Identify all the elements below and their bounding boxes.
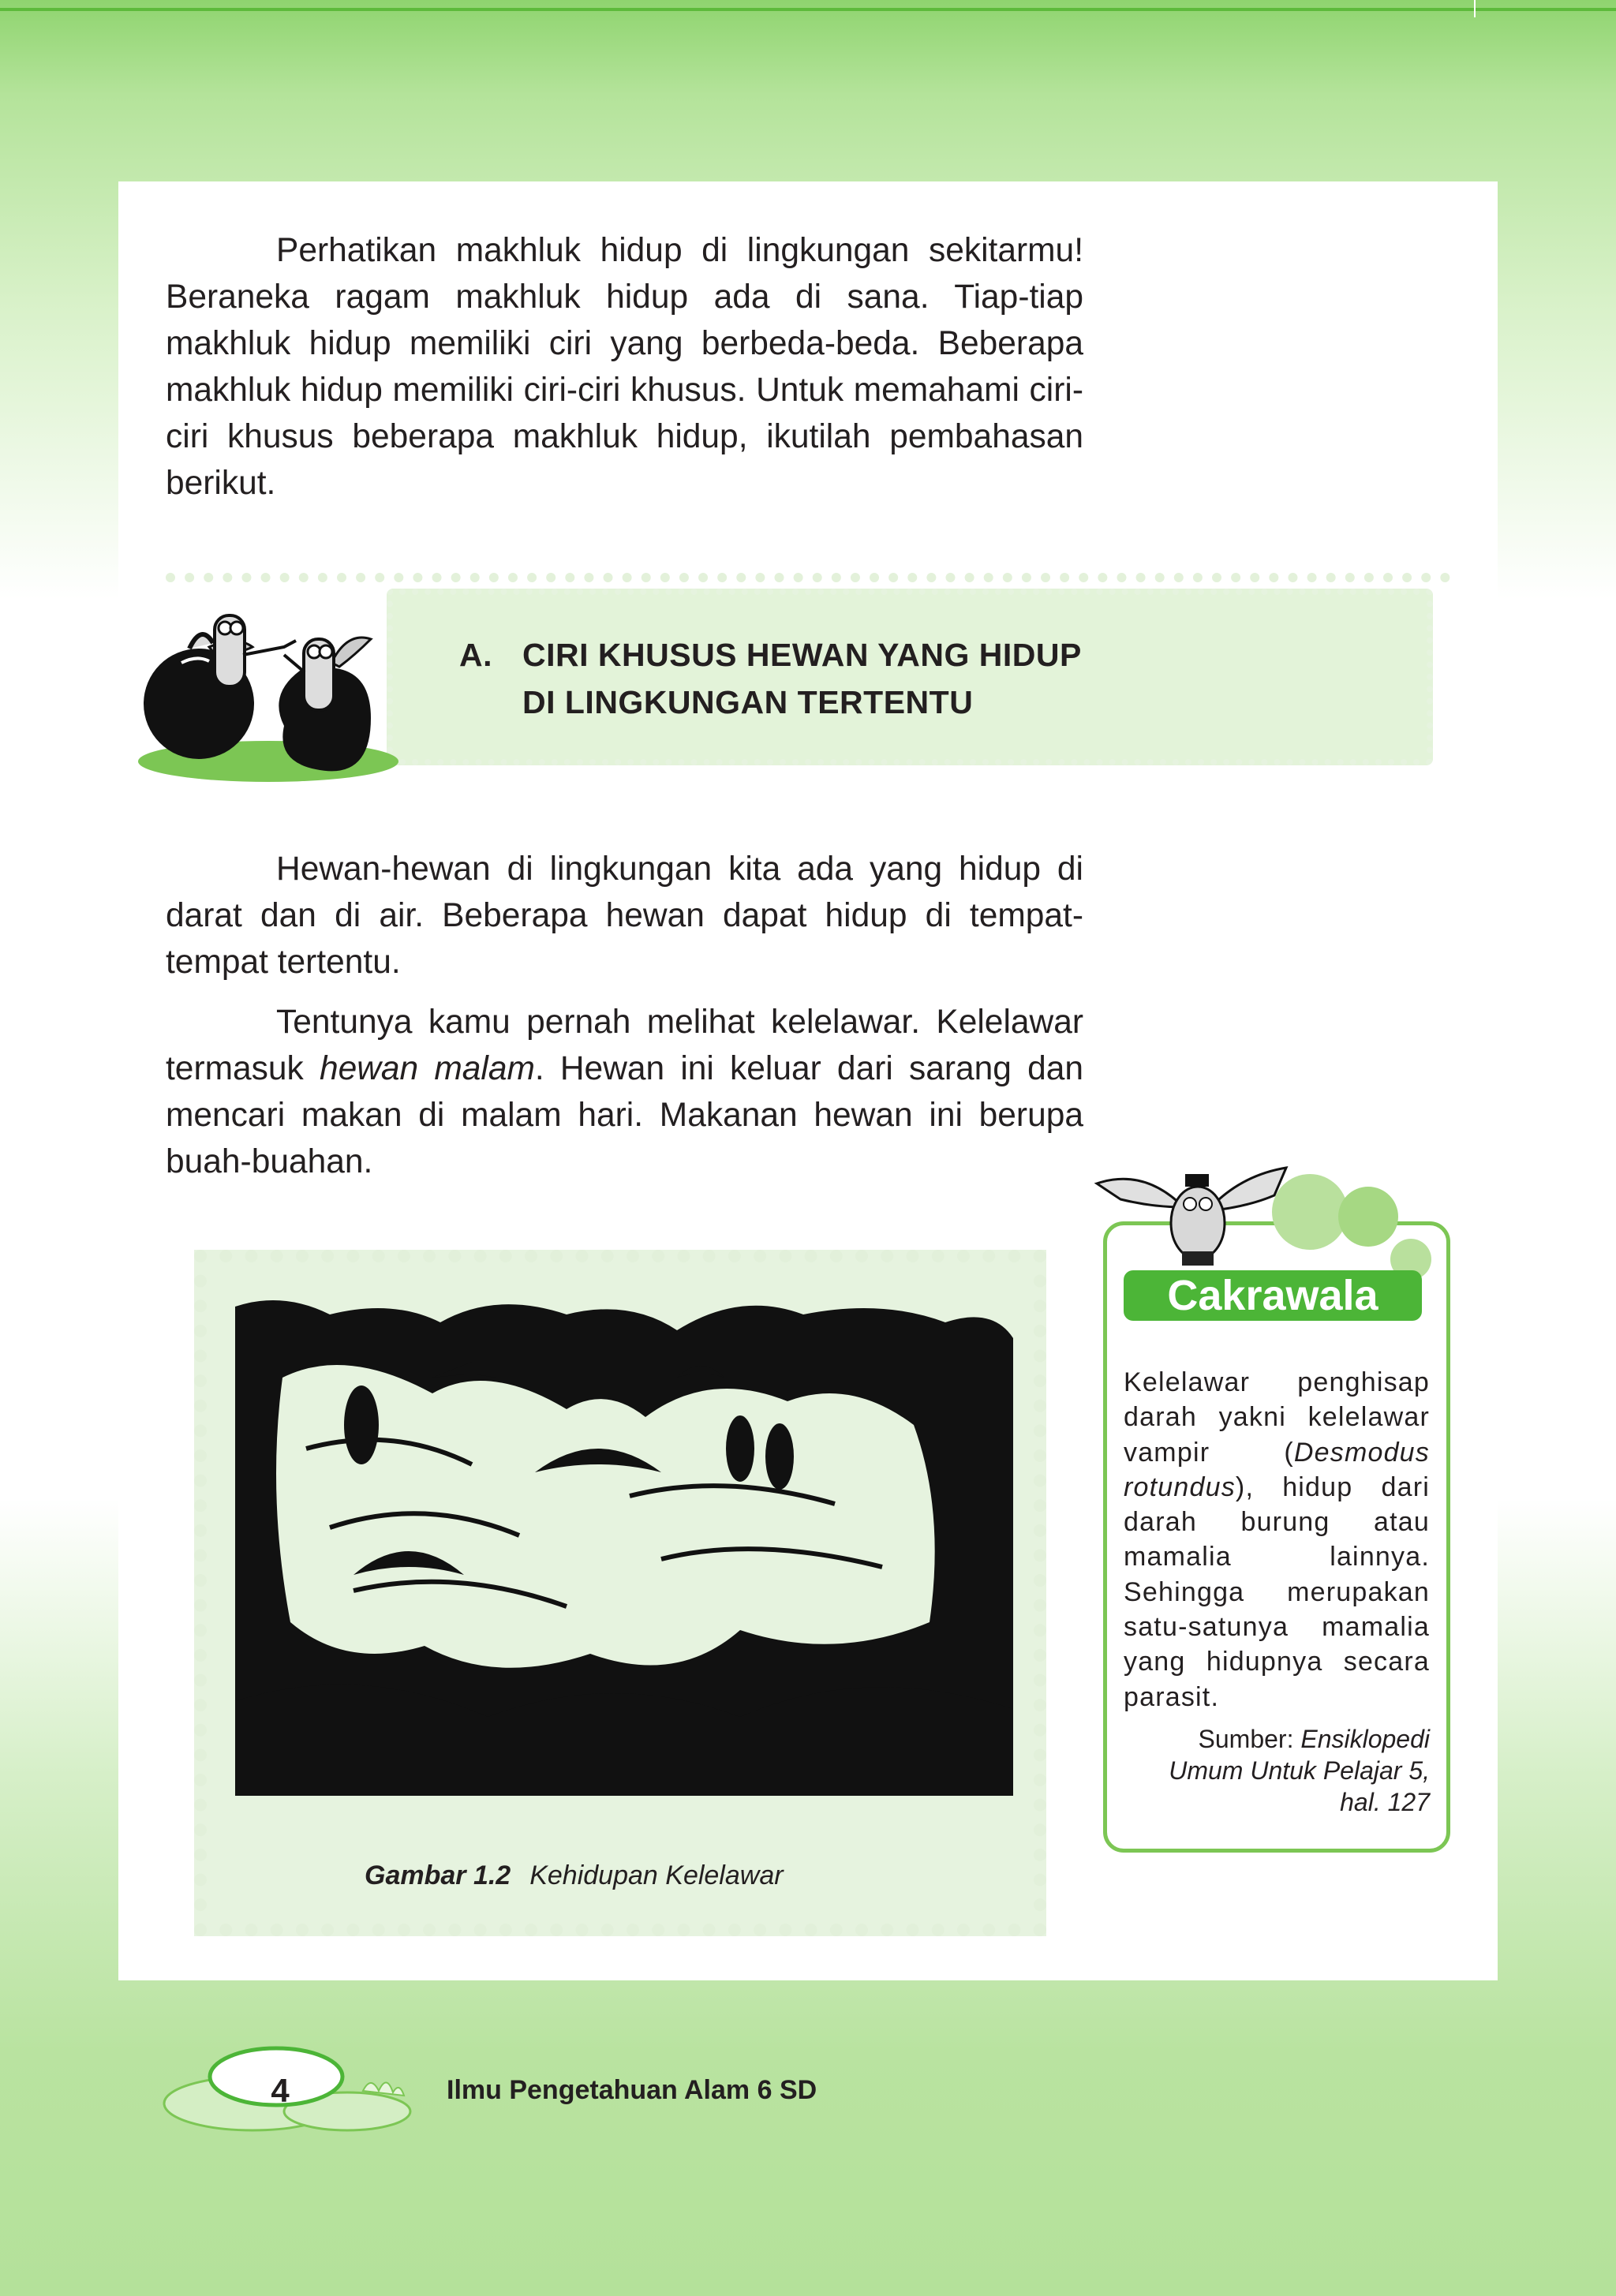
bat-cave-illustration bbox=[235, 1291, 1013, 1796]
section-number: A. bbox=[459, 637, 492, 673]
cakrawala-text-italic: Desmodus rotundus bbox=[1124, 1437, 1430, 1502]
cakrawala-source bbox=[1124, 1723, 1430, 1818]
figure-caption-text: Kehidupan Kelelawar bbox=[529, 1860, 784, 1890]
section-title bbox=[459, 631, 1082, 726]
owl-mascot-icon bbox=[1089, 1152, 1294, 1278]
top-border-line bbox=[0, 8, 1616, 11]
cakrawala-text bbox=[1124, 1365, 1430, 1715]
figure-label: Gambar 1.2 bbox=[365, 1860, 511, 1890]
section-title-line1: CIRI KHUSUS HEWAN YANG HIDUP bbox=[522, 637, 1082, 673]
figure-caption bbox=[365, 1860, 784, 1891]
intro-text: Perhatikan makhluk hidup di lingkungan sekitarmu! Beraneka ragam makhluk hidup ada di sana. Tiap-tiap makhluk hidup memiliki ciri yang berbeda-beda. Beberapa makhluk hidup memiliki ciri-ciri khusus. Untuk memahami ciri-ciri khusus beberapa makhluk hidup, ikutilah pembahasan berikut. bbox=[166, 232, 1083, 502]
body-paragraph-2-text-a: Tentunya kamu pernah melihat kelelawar. Kelelawar termasuk bbox=[166, 1004, 1083, 1087]
cakrawala-source-title: Ensiklopedi Umum Untuk Pelajar 5, hal. 127 bbox=[1169, 1725, 1430, 1816]
body-paragraph-1-text: Hewan-hewan di lingkungan kita ada yang hidup di darat dan di air. Beberapa hewan dapat hidup di tempat-tempat tertentu. bbox=[166, 851, 1083, 981]
book-title: Ilmu Pengetahuan Alam 6 SD bbox=[447, 2075, 817, 2105]
section-title-line2: DI LINGKUNGAN TERTENTU bbox=[522, 684, 974, 720]
cakrawala-title: Cakrawala bbox=[1124, 1270, 1422, 1321]
apple-worms-illustration bbox=[134, 600, 410, 789]
cakrawala-text-b: ), hidup dari darah burung atau mamalia lainnya. Sehingga merupakan satu-satunya mamalia yang hidupnya secara parasit. bbox=[1124, 1471, 1430, 1712]
body-paragraph-1 bbox=[166, 846, 1083, 985]
section-dotted-line bbox=[166, 573, 1450, 582]
body-paragraph-2-text-b: . Hewan ini keluar dari sarang dan mencari makan di malam hari. Makanan hewan ini berupa buah-buahan. bbox=[166, 1050, 1083, 1180]
cakrawala-text-a: Kelelawar penghisap darah yakni kelelawar vampir ( bbox=[1124, 1367, 1430, 1468]
page-number: 4 bbox=[271, 2072, 290, 2109]
cakrawala-source-label: Sumber: bbox=[1198, 1725, 1294, 1753]
intro-paragraph bbox=[166, 227, 1083, 507]
top-border-tick bbox=[1474, 0, 1476, 17]
body-paragraph-2 bbox=[166, 999, 1083, 1185]
body-paragraph-2-italic: hewan malam bbox=[319, 1050, 535, 1087]
